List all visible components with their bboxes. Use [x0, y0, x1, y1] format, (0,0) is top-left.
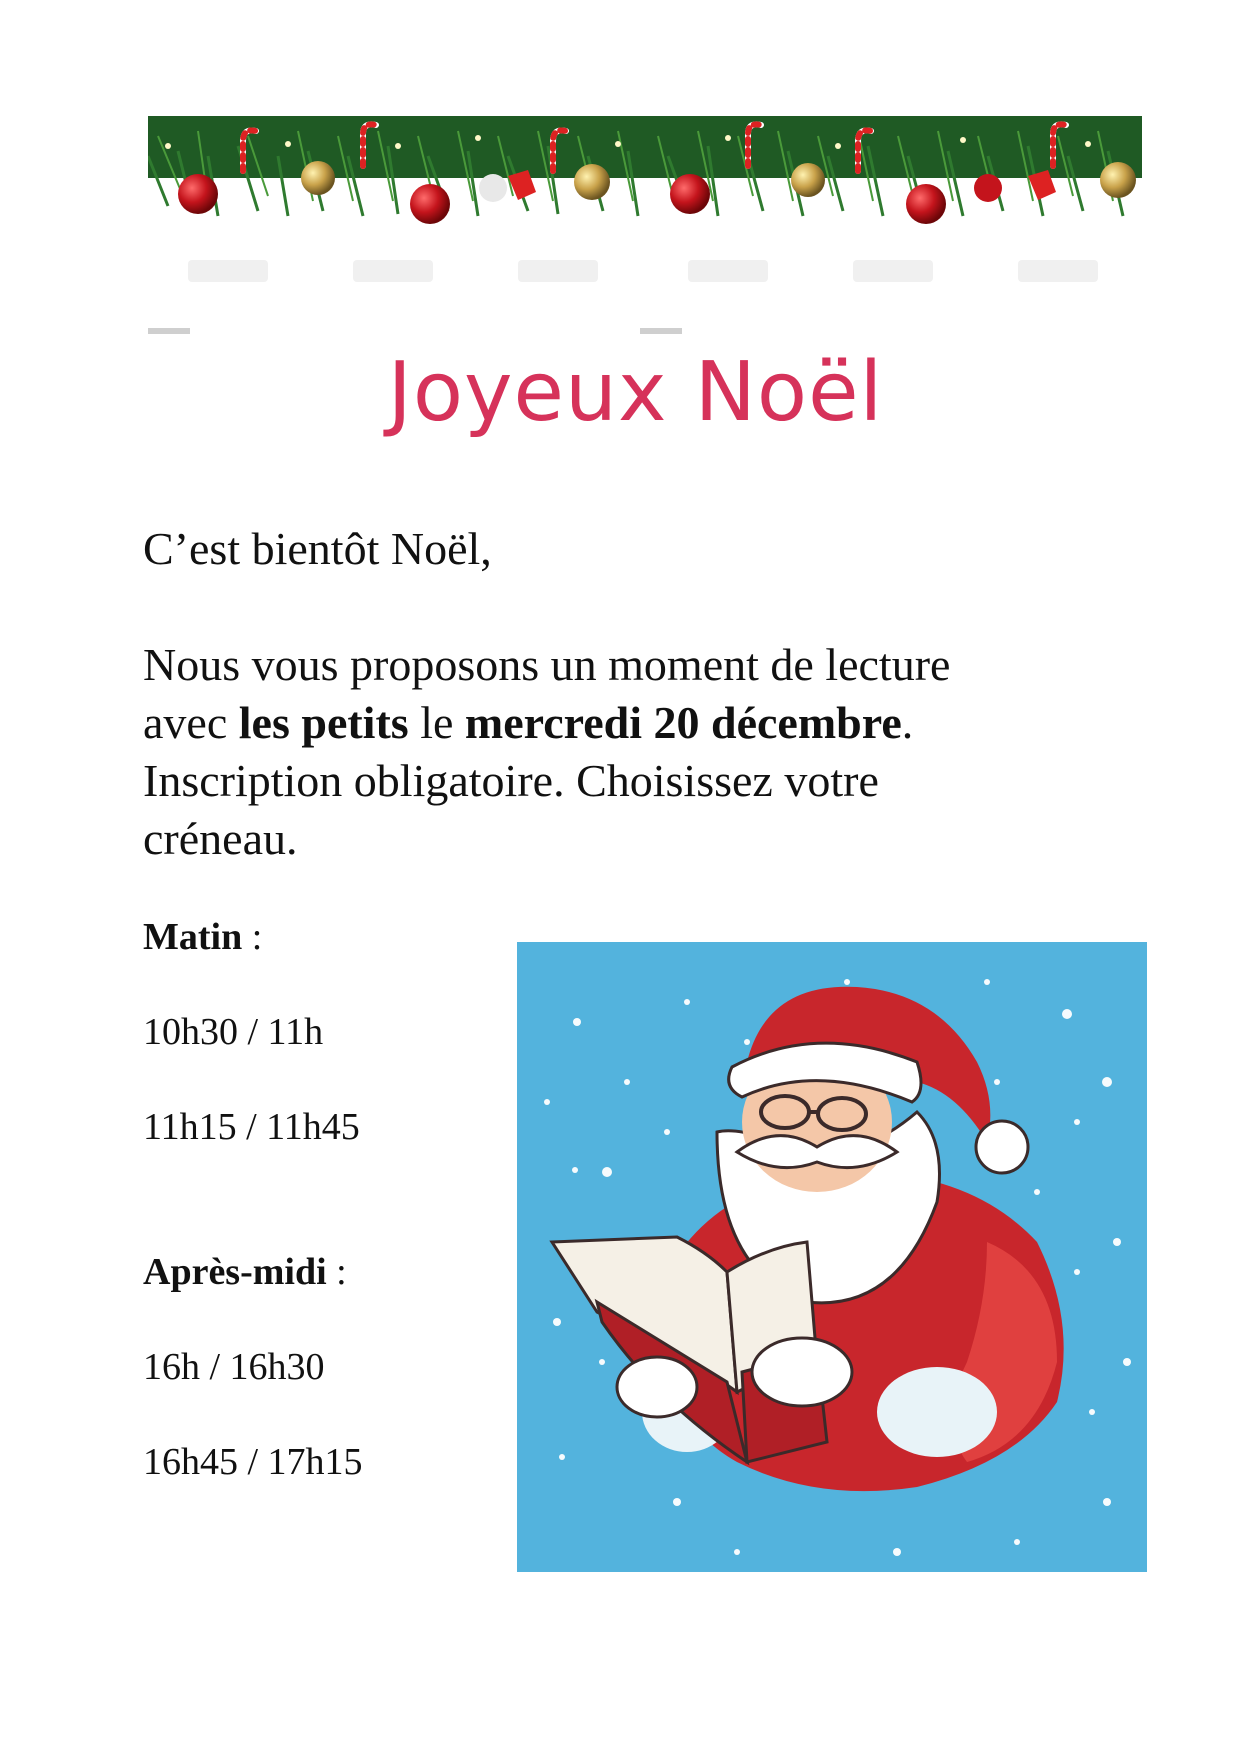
intro-line-3: Inscription obligatoire. Choisissez votre: [143, 755, 879, 806]
date-highlight: mercredi 20 décembre: [464, 697, 902, 748]
intro-line-2: avec les petits le mercredi 20 décembre.: [143, 697, 914, 748]
morning-slot-2: 11h15 / 11h45: [143, 1106, 360, 1148]
intro-line-1: Nous vous proposons un moment de lecture: [143, 639, 951, 690]
watermark-strip: [148, 250, 1142, 340]
page-title: Joyeux Noël: [387, 345, 884, 440]
greeting: C’est bientôt Noël,: [143, 523, 492, 574]
audience-highlight: les petits: [238, 697, 409, 748]
christmas-garland-icon: [148, 116, 1142, 236]
intro-text: [143, 520, 1043, 868]
afternoon-heading: Après-midi :: [143, 1251, 347, 1293]
santa-illustration: [517, 942, 1147, 1572]
santa-reading-book-icon: [517, 942, 1147, 1572]
afternoon-slot-1: 16h / 16h30: [143, 1346, 325, 1388]
afternoon-slot-2: 16h45 / 17h15: [143, 1441, 363, 1483]
intro-line-4: créneau.: [143, 813, 298, 864]
morning-slot-1: 10h30 / 11h: [143, 1011, 324, 1053]
morning-heading: Matin :: [143, 916, 263, 958]
